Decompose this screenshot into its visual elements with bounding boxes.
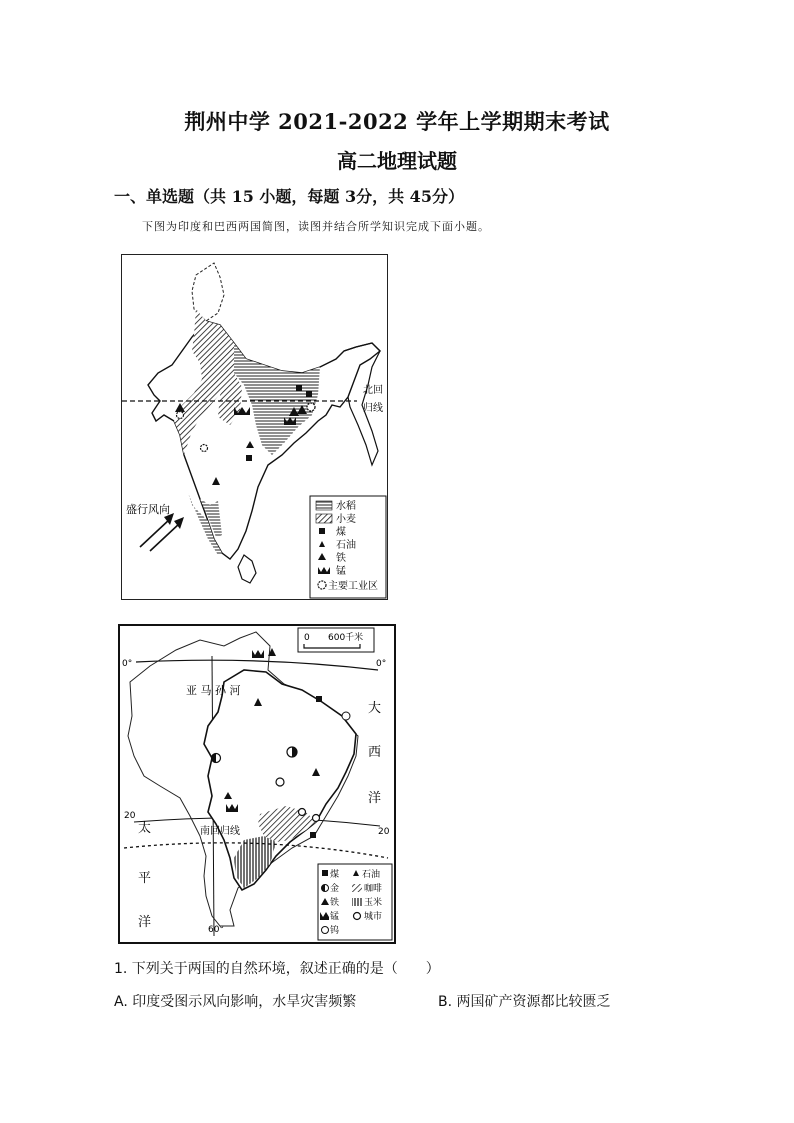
exam-subtitle: 高二地理试题: [337, 149, 457, 173]
pacific-label-3: 洋: [138, 915, 152, 930]
atlantic-label-2: 西: [368, 745, 382, 760]
city-circle: [313, 815, 320, 822]
india-legend: [310, 496, 386, 598]
svg-text:0°: 0°: [376, 659, 387, 669]
india-map: [121, 254, 388, 600]
industrial-zone: [307, 403, 315, 411]
svg-text:石油: 石油: [336, 540, 356, 551]
svg-text:0: 0: [304, 633, 310, 643]
coal-square: [296, 385, 302, 391]
svg-text:金: 金: [330, 884, 340, 894]
brazil-map: [118, 624, 396, 944]
svg-text:煤: 煤: [330, 870, 340, 880]
coal-square: [310, 832, 316, 838]
svg-text:0°: 0°: [122, 659, 133, 669]
svg-text:咖啡: 咖啡: [364, 884, 383, 894]
industrial-zone: [177, 412, 184, 419]
section-intro: 下图为印度和巴西两国简图，读图并结合所学知识完成下面小题。: [142, 220, 490, 233]
atlantic-label-3: 洋: [368, 791, 382, 806]
svg-text:钨: 钨: [330, 926, 340, 936]
pacific-label-2: 平: [138, 871, 152, 886]
coal-square: [246, 455, 252, 461]
scale-bar: [298, 628, 374, 652]
exam-title: 荆州中学 2021-2022 学年上学期期末考试: [184, 109, 610, 134]
svg-text:煤: 煤: [336, 527, 346, 538]
svg-text:水稻: 水稻: [336, 501, 356, 512]
pacific-label-1: 太: [138, 821, 152, 836]
manganese-symbol: [252, 650, 264, 658]
question-1-option-a[interactable]: A. 印度受图示风向影响，水旱灾害频繁: [114, 994, 357, 1010]
svg-text:20: 20: [378, 827, 390, 837]
tungsten-symbol: [342, 712, 350, 720]
coal-square: [306, 391, 312, 397]
equator-line: [136, 660, 378, 670]
svg-text:小麦: 小麦: [336, 514, 356, 525]
coal-square: [316, 696, 322, 702]
svg-text:600千米: 600千米: [328, 633, 364, 643]
sri-lanka: [238, 555, 256, 583]
city-circle: [299, 809, 306, 816]
river-label: 亚 马 孙 河: [186, 684, 241, 697]
wind-label: 盛行风向: [126, 503, 170, 516]
svg-text:锰: 锰: [330, 912, 340, 922]
brazil-legend: [318, 864, 392, 940]
svg-text:20: 20: [124, 811, 136, 821]
city-circle: [276, 778, 284, 786]
svg-text:主要工业区: 主要工业区: [328, 581, 378, 592]
svg-text:城市: 城市: [364, 912, 383, 922]
svg-text:60°: 60°: [208, 925, 224, 935]
tropic-label-2: 归线: [363, 403, 383, 414]
atlantic-label-1: 大: [368, 701, 382, 716]
question-1-stem: 1. 下列关于两国的自然环境，叙述正确的是（ ）: [114, 961, 440, 977]
tropic-label: 南回归线: [200, 826, 240, 837]
svg-text:锰: 锰: [336, 566, 346, 577]
svg-text:铁: 铁: [336, 553, 346, 564]
industrial-zone: [201, 445, 208, 452]
question-1-option-b[interactable]: B. 两国矿产资源都比较匮乏: [438, 994, 611, 1010]
wind-arrow: [150, 523, 180, 551]
wind-arrow: [140, 519, 170, 547]
section-heading: 一、单选题（共 15 小题，每题 3分，共 45分）: [114, 187, 464, 206]
tropic-label-1: 北回: [363, 385, 383, 396]
svg-text:玉米: 玉米: [364, 898, 383, 908]
svg-text:石油: 石油: [362, 870, 381, 880]
svg-text:铁: 铁: [330, 898, 340, 908]
